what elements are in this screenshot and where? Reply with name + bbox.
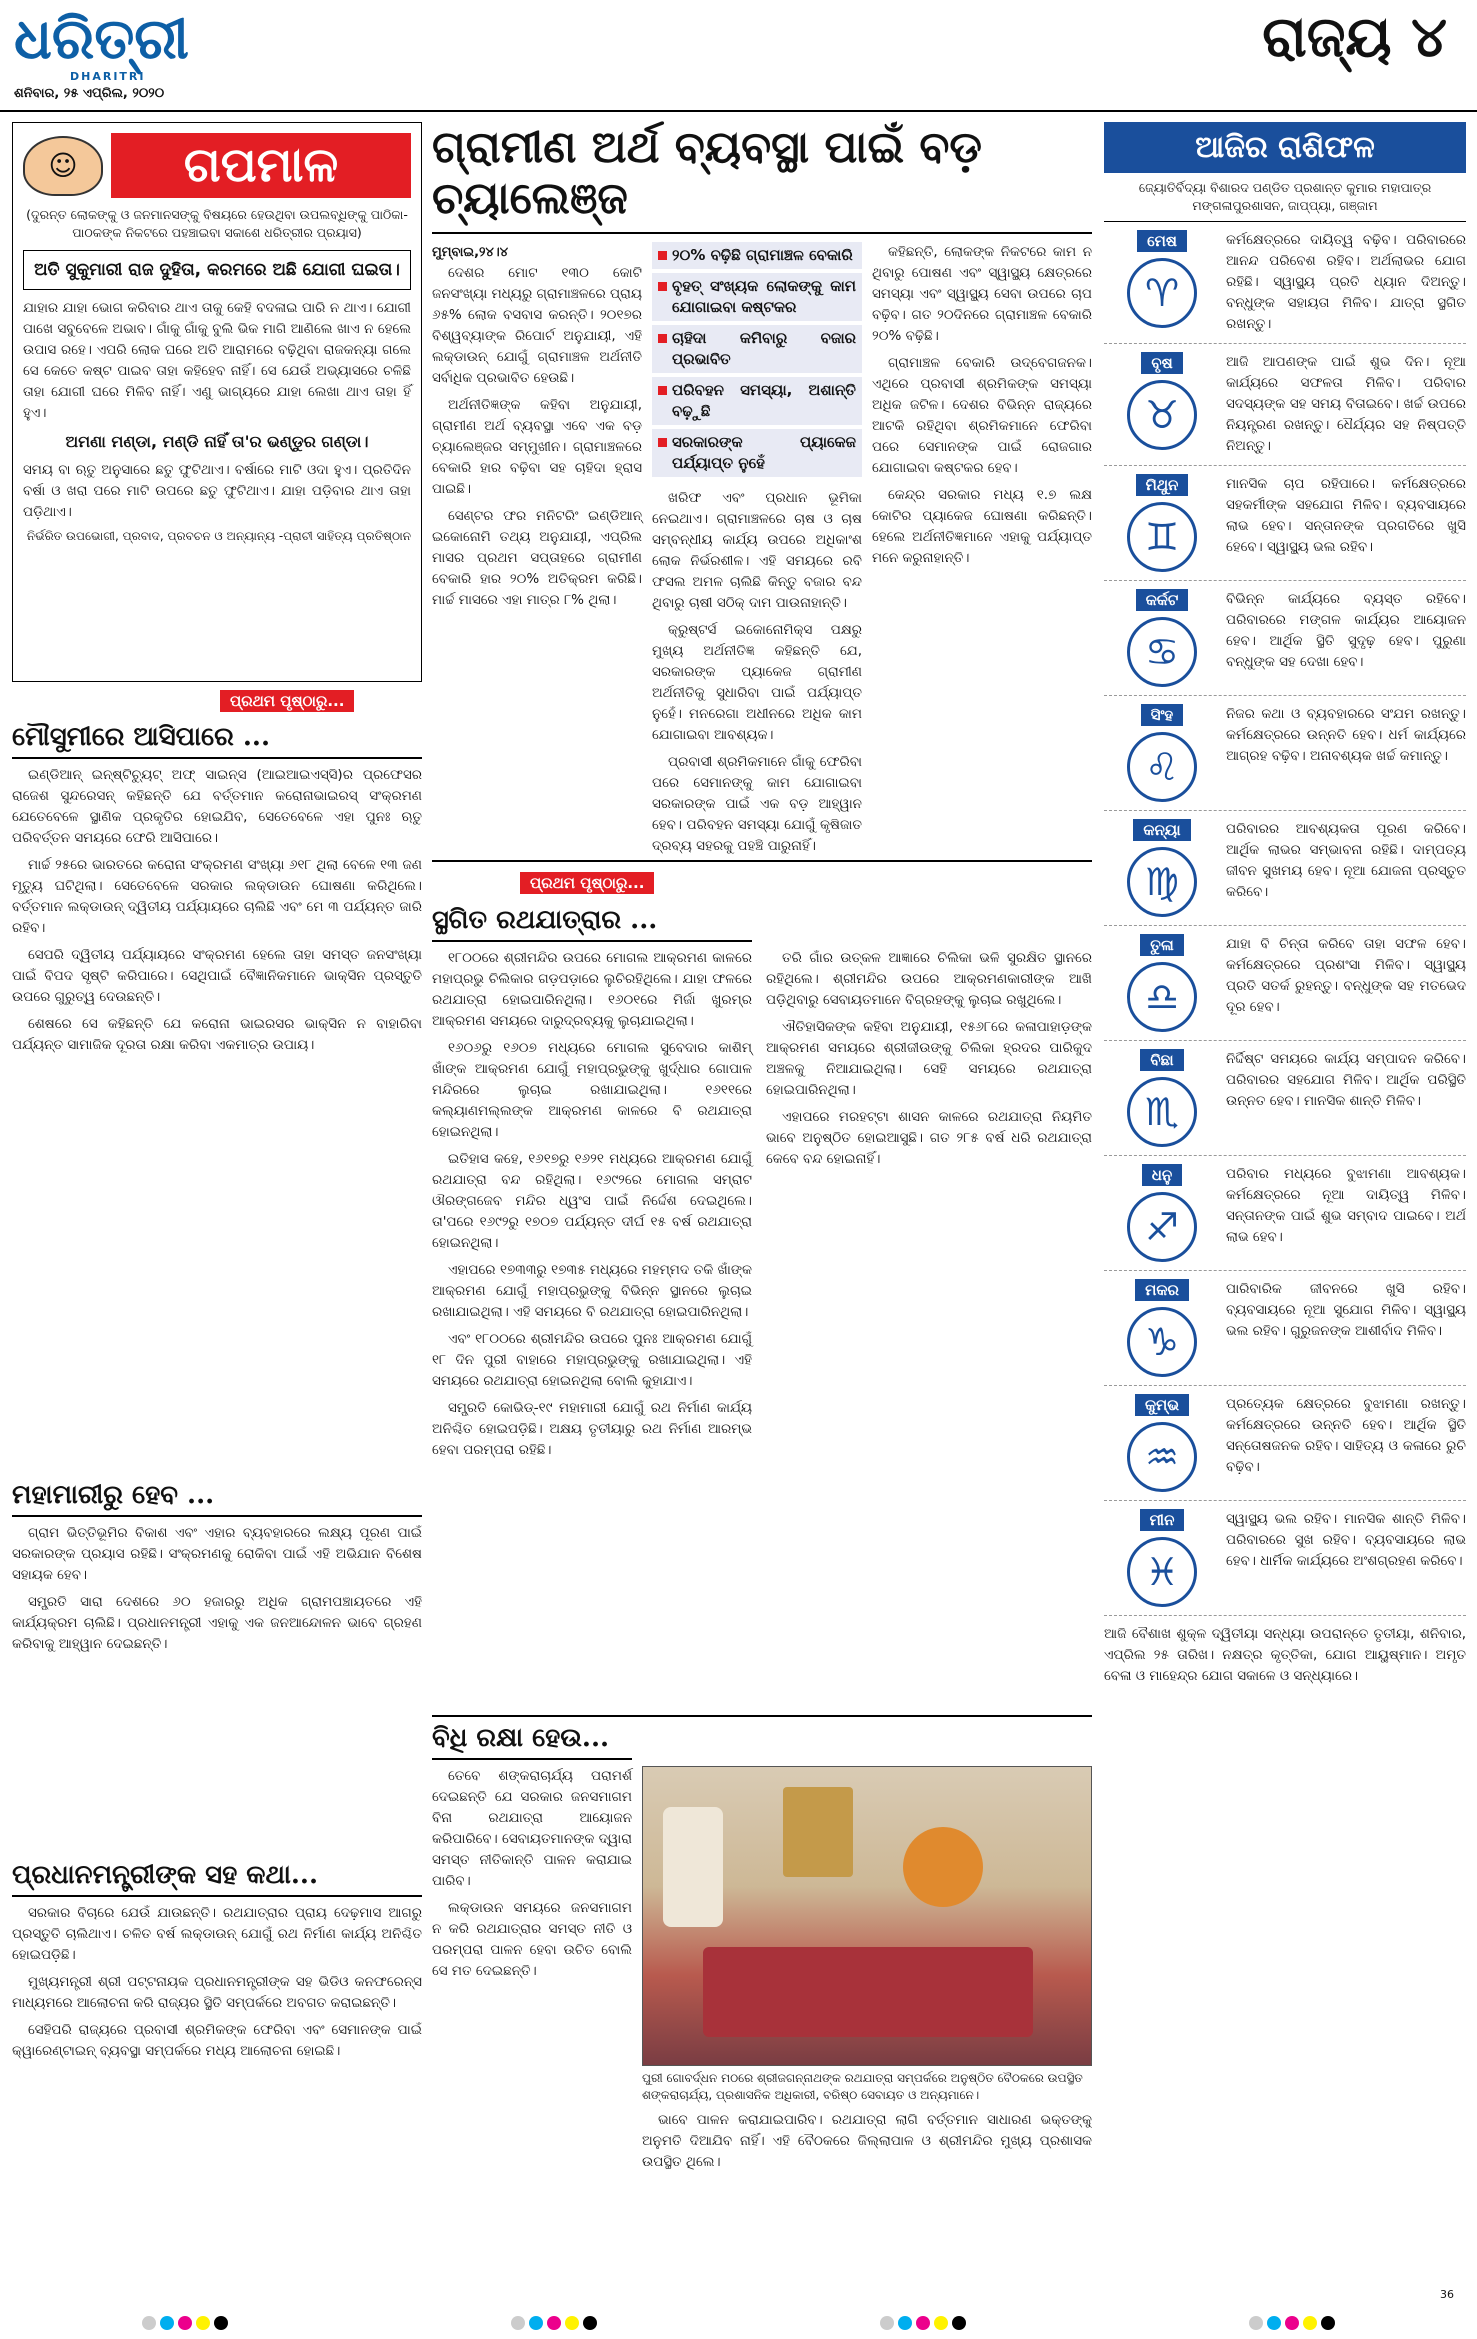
vidhi-title: ବିଧି ରକ୍ଷା ହେଉ... xyxy=(432,1723,632,1760)
rashi-name: ମିଥୁନ xyxy=(1136,474,1189,496)
panjika-text: ଆଜି ବୈଶାଖ ଶୁକ୍ଳ ଦ୍ୱିତୀୟା ସନ୍ଧ୍ୟା ଉପରାନ୍ତେ ତୃତୀୟା, ଶନିବାର, ଏପ୍ରିଲ ୨୫ ତାରିଖ। ନକ୍ଷତ୍ର କୃତ୍ତିକା, ଯୋଗ ଆୟୁଷ୍ମାନ। ଅମୃତ ବେଳା ଓ ମାହେନ୍ଦ୍ର ଯୋଗ ସକାଳେ ଓ ସନ୍ଧ୍ୟାରେ। xyxy=(1104,1626,1466,1684)
rashi-text: ପରିବାରର ଆବଶ୍ୟକତା ପୂରଣ କରିବେ। ଆର୍ଥିକ ଲାଭର ସମ୍ଭାବନା ରହିଛି। ଦାମ୍ପତ୍ୟ ଜୀବନ ସୁଖମୟ ହେବ। ନୂଆ ଯୋଜନା ପ୍ରସ୍ତୁତ କରିବେ। xyxy=(1226,821,1466,900)
lead-para: ପ୍ରବାସୀ ଶ୍ରମିକମାନେ ଗାଁକୁ ଫେରିବା ପରେ ସେମାନଙ୍କୁ କାମ ଯୋଗାଇବା ସରକାରଙ୍କ ପାଇଁ ଏକ ବଡ଼ ଆହ୍ୱାନ ହେବ। ପରିବହନ ସମସ୍ୟା ଯୋଗୁଁ କୃଷିଜାତ ଦ୍ରବ୍ୟ ସହରକୁ ପହଞ୍ଚି ପାରୁନାହିଁ। xyxy=(652,754,862,854)
masthead xyxy=(0,0,1477,112)
gapamala-body2: ସମୟ ବା ଋତୁ ଅନୁସାରେ ଛତୁ ଫୁଟିଥାଏ। ବର୍ଷାରେ ମାଟି ଓଦା ହୁଏ। ପ୍ରତିଦିନ ବର୍ଷା ଓ ଖରା ପରେ ମାଟି ଉପରେ ଛତୁ ଫୁଟିଥାଏ। ଯାହା ପଡ଼ିବାର ଥାଏ ତାହା ପଡ଼ିଥାଏ। xyxy=(23,462,411,520)
rashi-text: ପ୍ରତ୍ୟେକ କ୍ଷେତ୍ରରେ ବୁଝାମଣା ରଖନ୍ତୁ। କର୍ମକ୍ଷେତ୍ରରେ ଉନ୍ନତି ହେବ। ଆର୍ଥିକ ସ୍ଥିତି ସନ୍ତୋଷଜନକ ରହିବ। ସାହିତ୍ୟ ଓ କଳାରେ ରୁଚି ବଢ଼ିବ। xyxy=(1226,1396,1466,1475)
gapamala-box xyxy=(12,122,422,682)
rashi-text: ନିର୍ଦ୍ଦିଷ୍ଟ ସମୟରେ କାର୍ଯ୍ୟ ସମ୍ପାଦନ କରିବେ। ପରିବାରର ସହଯୋଗ ମିଳିବ। ଆର୍ଥିକ ପରିସ୍ଥିତି ଉନ୍ନତ ହେବ। ମାନସିକ ଶାନ୍ତି ମିଳିବ। xyxy=(1226,1051,1466,1109)
rashi-text: ପାରିବାରିକ ଜୀବନରେ ଖୁସି ରହିବ। ବ୍ୟବସାୟରେ ନୂଆ ସୁଯୋଗ ମିଳିବ। ସ୍ୱାସ୍ଥ୍ୟ ଭଲ ରହିବ। ଗୁରୁଜନଙ୍କ ଆଶୀର୍ବାଦ ମିଳିବ। xyxy=(1226,1281,1466,1339)
monsoon-para: ଶେଷରେ ସେ କହିଛନ୍ତି ଯେ କରୋନା ଭାଇରସର ଭାକ୍ସିନ ନ ବାହାରିବା ପର୍ଯ୍ୟନ୍ତ ସାମାଜିକ ଦୂରତା ରକ୍ଷା କରିବା ଏକମାତ୍ର ଉପାୟ। xyxy=(12,1016,422,1053)
pm-talk-para: ସରକାର ବିଚାରେ ଯେଉଁ ଯାଉଛନ୍ତି। ରଥଯାତ୍ରାର ପ୍ରାୟ ଦେଢ଼ମାସ ଆଗରୁ ପ୍ରସ୍ତୁତି ଚାଲିଥାଏ। ଚଳିତ ବର୍ଷ ଲକ୍ଡାଉନ୍ ଯୋଗୁଁ ରଥ ନିର୍ମାଣ କାର୍ଯ୍ୟ ଅନିଶ୍ଚିତ ହୋଇପଡ଼ିଛି। xyxy=(12,1905,422,1963)
rashi-text: ସ୍ୱାସ୍ଥ୍ୟ ଭଲ ରହିବ। ମାନସିକ ଶାନ୍ତି ମିଳିବ। ପରିବାରରେ ସୁଖ ରହିବ। ବ୍ୟବସାୟରେ ଲାଭ ହେବ। ଧାର୍ମିକ କାର୍ଯ୍ୟରେ ଅଂଶଗ୍ରହଣ କରିବେ। xyxy=(1226,1511,1466,1569)
rashi-item xyxy=(1104,811,1466,926)
rashi-item xyxy=(1104,696,1466,811)
monsoon-para: ଇଣ୍ଡିଆନ୍ ଇନ୍ଷ୍ଟିଚ୍ୟୁଟ୍ ଅଫ୍ ସାଇନ୍ସ (ଆଇଆଇଏସ୍ସି)ର ପ୍ରଫେସର ରାଜେଶ ସୁନ୍ଦରେସନ୍ କହିଛନ୍ତି ଯେ ବର୍ତ୍ତମାନ କରୋନାଭାଇରସ୍ ସଂକ୍ରମଣ ଯେତେବେଳେ ସ୍ଥାଣିକ ପ୍ରକୃତିର ହୋଇଯିବ, ସେତେବେଳେ ଏହା ପୁନଃ ଋତୁ ପରିବର୍ତ୍ତନ ସମୟରେ ଫେରି ଆସିପାରେ। xyxy=(12,767,422,846)
highlight-item: ଚାହିଦା କମିବାରୁ ବଜାର ପ୍ରଭାବିତ xyxy=(652,325,862,374)
epidemic-para: ସମ୍ପ୍ରତି ସାରା ଦେଶରେ ୬୦ ହଜାରରୁ ଅଧିକ ଗ୍ରାମପଞ୍ଚାୟତରେ ଏହି କାର୍ଯ୍ୟକ୍ରମ ଚାଲିଛି। ପ୍ରଧାନମନ୍ତ୍ରୀ ଏହାକୁ ଏକ ଜନଆନ୍ଦୋଳନ ଭାବେ ଗ୍ରହଣ କରିବାକୁ ଆହ୍ୱାନ ଦେଇଛନ୍ତି। xyxy=(12,1594,422,1652)
rashi-name: ବିଛା xyxy=(1140,1049,1183,1071)
monsoon-para: ସେପରି ଦ୍ୱିତୀୟ ପର୍ଯ୍ୟାୟରେ ସଂକ୍ରମଣ ହେଲେ ତାହା ସମସ୍ତ ଜନସଂଖ୍ୟା ପାଇଁ ବିପଦ ସୃଷ୍ଟି କରିପାରେ। ସେଥିପାଇଁ ବୈଜ୍ଞାନିକମାନେ ଭାକ୍ସିନ ପ୍ରସ୍ତୁତି ଉପରେ ଗୁରୁତ୍ୱ ଦେଉଛନ୍ତି। xyxy=(12,947,422,1005)
rashi-item xyxy=(1104,1501,1466,1616)
rashi-text: ବିଭିନ୍ନ କାର୍ଯ୍ୟରେ ବ୍ୟସ୍ତ ରହିବେ। ପରିବାରରେ ମଙ୍ଗଳ କାର୍ଯ୍ୟର ଆୟୋଜନ ହେବ। ଆର୍ଥିକ ସ୍ଥିତି ସୁଦୃଢ଼ ହେବ। ପୁରୁଣା ବନ୍ଧୁଙ୍କ ସହ ଦେଖା ହେବ। xyxy=(1226,591,1466,670)
gapamala-verse: ଅମଣା ମଣ୍ଡା, ମଣ୍ଡି ନାହିଁ ତା'ର ଭଣ୍ଡୁର ଗଣ୍ଡା। xyxy=(65,432,369,451)
lead-para: ଅର୍ଥନୀତିଜ୍ଞଙ୍କ କହିବା ଅନୁଯାୟୀ, ଗ୍ରାମୀଣ ଅର୍ଥ ବ୍ୟବସ୍ଥା ଏବେ ଏକ ବଡ଼ ଚ୍ୟାଲେଞ୍ଜର ସମ୍ମୁଖୀନ। ଗ୍ରାମାଞ୍ଚଳରେ ବେକାରି ହାର ବଢ଼ିବା ସହ ଚାହିଦା ହ୍ରାସ ପାଇଛି। xyxy=(432,397,642,497)
registration-marks xyxy=(1247,2315,1337,2334)
rathayatra-para: ସମ୍ପ୍ରତି କୋଭିଡ୍-୧୯ ମହାମାରୀ ଯୋଗୁଁ ରଥ ନିର୍ମାଣ କାର୍ଯ୍ୟ ଅନିଶ୍ଚିତ ହୋଇପଡ଼ିଛି। ଅକ୍ଷୟ ତୃତୀୟାରୁ ରଥ ନିର୍ମାଣ ଆରମ୍ଭ ହେବା ପରମ୍ପରା ରହିଛି। xyxy=(432,1400,752,1458)
lead-para: ସେଣ୍ଟର ଫର ମନିଟରିଂ ଇଣ୍ଡିଆନ୍ ଇକୋନୋମି ତଥ୍ୟ ଅନୁଯାୟୀ, ଏପ୍ରିଲ ମାସର ପ୍ରଥମ ସପ୍ତାହରେ ଗ୍ରାମୀଣ ବେକାରି ହାର ୨୦% ଅତିକ୍ରମ କରିଛି। ମାର୍ଚ୍ଚ ମାସରେ ଏହା ମାତ୍ର ୮% ଥିଲା। xyxy=(432,508,642,608)
rashi-name: କର୍କଟ xyxy=(1136,589,1189,611)
rashi-text: ଯାହା ବି ଚିନ୍ତା କରିବେ ତାହା ସଫଳ ହେବ। କର୍ମକ୍ଷେତ୍ରରେ ପ୍ରଶଂସା ମିଳିବ। ସ୍ୱାସ୍ଥ୍ୟ ପ୍ରତି ସତର୍କ ରୁହନ୍ତୁ। ବନ୍ଧୁଙ୍କ ସହ ମତଭେଦ ଦୂର ହେବ। xyxy=(1226,936,1466,1015)
rashi-item xyxy=(1104,1041,1466,1156)
lead-story xyxy=(432,122,1092,862)
highlight-item: ପରିବହନ ସମସ୍ୟା, ଅଶାନ୍ତି ବଢ଼ୁଛି xyxy=(652,377,862,426)
rashifal-title: ଆଜିର ରାଶିଫଳ xyxy=(1104,122,1466,173)
rashi-text: ମାନସିକ ଚାପ ରହିପାରେ। କର୍ମକ୍ଷେତ୍ରରେ ସହକର୍ମୀଙ୍କ ସହଯୋଗ ମିଳିବ। ବ୍ୟବସାୟରେ ଲାଭ ହେବ। ସନ୍ତାନଙ୍କ ପ୍ରଗତିରେ ଖୁସି ହେବେ। ସ୍ୱାସ୍ଥ୍ୟ ଭଲ ରହିବ। xyxy=(1226,476,1466,555)
newspaper-logo: ଧରିତ୍ରୀ xyxy=(14,6,189,72)
rashi-name: କନ୍ୟା xyxy=(1133,819,1190,841)
rashi-text: ଆଜି ଆପଣଙ୍କ ପାଇଁ ଶୁଭ ଦିନ। ନୂଆ କାର୍ଯ୍ୟରେ ସଫଳତା ମିଳିବ। ପରିବାର ସଦସ୍ୟଙ୍କ ସହ ସମୟ ବିତାଇବେ। ଖର୍ଚ୍ଚ ଉପରେ ନିୟନ୍ତ୍ରଣ ରଖନ୍ତୁ। ଧୈର୍ଯ୍ୟର ସହ ନିଷ୍ପତ୍ତି ନିଅନ୍ତୁ। xyxy=(1226,354,1466,454)
virgo-icon: ♍ xyxy=(1127,847,1197,917)
rashi-item xyxy=(1104,1386,1466,1501)
page-name: ରାଜ୍ୟ ୪ xyxy=(1262,4,1447,70)
rathayatra-para: ଏବଂ ୧୮୦୦ରେ ଶ୍ରୀମନ୍ଦିର ଉପରେ ପୁନଃ ଆକ୍ରମଣ ଯୋଗୁଁ ୧୮ ଦିନ ପୁରୀ ବାହାରେ ମହାପ୍ରଭୁଙ୍କୁ ରଖାଯାଇଥିଲା। ଏହି ସମୟରେ ରଥଯାତ୍ରା ହୋଇନଥିଲା ବୋଲି କୁହାଯାଏ। xyxy=(432,1331,752,1389)
lead-headline: ଗ୍ରାମୀଣ ଅର୍ଥ ବ୍ୟବସ୍ଥା ପାଇଁ ବଡ଼ ଚ୍ୟାଲେଞ୍ଜ xyxy=(432,122,1092,234)
vidhi-para: ଲକ୍ଡାଉନ ସମୟରେ ଜନସମାଗମ ନ କରି ରଥଯାତ୍ରାର ସମସ୍ତ ନୀତି ଓ ପରମ୍ପରା ପାଳନ ହେବା ଉଚିତ ବୋଲି ସେ ମତ ଦେଇଛନ୍ତି। xyxy=(432,1900,632,1979)
lead-para: ଗ୍ରାମାଞ୍ଚଳ ବେକାରି ଉଦ୍ବେଗଜନକ। ଏଥିରେ ପ୍ରବାସୀ ଶ୍ରମିକଙ୍କ ସମସ୍ୟା ଅଧିକ ଜଟିଳ। ଦେଶର ବିଭିନ୍ନ ରାଜ୍ୟରେ ଆଟକି ରହିଥିବା ଶ୍ରମିକମାନେ ଫେରିବା ପରେ ସେମାନଙ୍କ ପାଇଁ ରୋଜଗାର ଯୋଗାଇବା କଷ୍ଟକର ହେବ। xyxy=(872,355,1092,476)
rashi-item xyxy=(1104,1271,1466,1386)
lead-para: ଖରିଫ ଏବଂ ପ୍ରଧାନ ଭୂମିକା ନେଇଥାଏ। ଗ୍ରାମାଞ୍ଚଳରେ ଚାଷ ଓ ଚାଷ ସମ୍ବନ୍ଧୀୟ କାର୍ଯ୍ୟ ଉପରେ ଅଧିକାଂଶ ଲୋକ ନିର୍ଭରଶୀଳ। ଏହି ସମୟରେ ରବି ଫସଲ ଅମଳ ଚାଲିଛି କିନ୍ତୁ ବଜାର ବନ୍ଦ ଥିବାରୁ ଚାଷୀ ସଠିକ୍ ଦାମ ପାଉନାହାନ୍ତି। xyxy=(652,490,862,611)
lead-para: କ୍ରୁଷ୍ଟର୍ସ ଇକୋନୋମିକ୍ସ ପକ୍ଷରୁ ମୁଖ୍ୟ ଅର୍ଥନୀତିଜ୍ଞ କହିଛନ୍ତି ଯେ, ସରକାରଙ୍କ ପ୍ୟାକେଜ ଗ୍ରାମୀଣ ଅର୍ଥନୀତିକୁ ସୁଧାରିବା ପାଇଁ ପର୍ଯ୍ୟାପ୍ତ ନୁହେଁ। ମନରେଗା ଅଧୀନରେ ଅଧିକ କାମ ଯୋଗାଇବା ଆବଶ୍ୟକ। xyxy=(652,622,862,743)
gapamala-credit: ନିର୍ଭରିତ ଉପଭୋଗୀ, ପ୍ରବାଦ, ପ୍ରବଚନ ଓ ଅନ୍ୟାନ୍ୟ -ପ୍ରାଚୀ ସାହିତ୍ୟ ପ୍ରତିଷ୍ଠାନ xyxy=(26,529,411,543)
issue-date: ଶନିବାର, ୨୫ ଏପ୍ରିଲ, ୨୦୨୦ xyxy=(14,86,165,101)
scorpio-icon: ♏ xyxy=(1127,1077,1197,1147)
rashi-item xyxy=(1104,222,1466,344)
rashi-name: ମେଷ xyxy=(1137,230,1187,252)
monsoon-title: ମୌସୁମୀରେ ଆସିପାରେ ... xyxy=(12,722,422,759)
page-number: 36 xyxy=(1440,2288,1454,2301)
highlight-item: ୨୦% ବଢ଼ିଛି ଗ୍ରାମାଞ୍ଚଳ ବେକାରି xyxy=(652,242,862,270)
rashi-name: ମକର xyxy=(1135,1279,1189,1301)
newspaper-logo-sub: DHARITRI xyxy=(70,70,146,83)
rathayatra-para: ଇତିହାସ କହେ, ୧୬୧୭ରୁ ୧୬୨୧ ମଧ୍ୟରେ ଆକ୍ରମଣ ଯୋଗୁଁ ରଥଯାତ୍ରା ବନ୍ଦ ରହିଥିଲା। ୧୬୯୨ରେ ମୋଗଲ ସମ୍ରାଟ ଔରଙ୍ଗଜେବ ମନ୍ଦିର ଧ୍ୱଂସ ପାଇଁ ନିର୍ଦ୍ଦେଶ ଦେଇଥିଲେ। ତା'ପରେ ୧୬୯୨ରୁ ୧୭୦୭ ପର୍ଯ୍ୟନ୍ତ ଦୀର୍ଘ ୧୫ ବର୍ଷ ରଥଯାତ୍ରା ହୋଇନଥିଲା। xyxy=(432,1151,752,1251)
libra-icon: ♎ xyxy=(1127,962,1197,1032)
pm-talk-title: ପ୍ରଧାନମନ୍ତ୍ରୀଙ୍କ ସହ କଥା... xyxy=(12,1860,422,1897)
rashifal-section xyxy=(1104,122,1466,2302)
vidhi-para: ଭାବେ ପାଳନ କରାଯାଇପାରିବ। ରଥଯାତ୍ରା ଲାଗି ବର୍ତ୍ତମାନ ସାଧାରଣ ଭକ୍ତଙ୍କୁ ଅନୁମତି ଦିଆଯିବ ନାହିଁ। ଏହି ବୈଠକରେ ଜିଲ୍ଲାପାଳ ଓ ଶ୍ରୀମନ୍ଦିର ମୁଖ୍ୟ ପ୍ରଶାସକ ଉପସ୍ଥିତ ଥିଲେ। xyxy=(642,2112,1092,2170)
rashi-name: ସିଂହ xyxy=(1141,704,1183,726)
pm-talk-para: ମୁଖ୍ୟମନ୍ତ୍ରୀ ଶ୍ରୀ ପଟ୍ଟନାୟକ ପ୍ରଧାନମନ୍ତ୍ରୀଙ୍କ ସହ ଭିଡିଓ କନଫରେନ୍ସ ମାଧ୍ୟମରେ ଆଲୋଚନା କରି ରାଜ୍ୟର ସ୍ଥିତି ସମ୍ପର୍କରେ ଅବଗତ କରାଇଛନ୍ତି। xyxy=(12,1974,422,2011)
cancer-icon: ♋ xyxy=(1127,617,1197,687)
monsoon-para: ମାର୍ଚ୍ଚ ୨୫ରେ ଭାରତରେ କରୋନା ସଂକ୍ରମଣ ସଂଖ୍ୟା ୬୧୮ ଥିଲା ବେଳେ ୧୩ ଜଣ ମୃତ୍ୟୁ ଘଟିଥିଲା। ସେତେବେଳେ ସରକାର ଲକ୍ଡାଉନ ଘୋଷଣା କରିଥିଲେ। ବର୍ତ୍ତମାନ ଲକ୍ଡାଉନ୍ ଦ୍ୱିତୀୟ ପର୍ଯ୍ୟାୟରେ ଚାଲିଛି ଏବଂ ମେ ୩ ପର୍ଯ୍ୟନ୍ତ ଜାରି ରହିବ। xyxy=(12,857,422,936)
aquarius-icon: ♒ xyxy=(1127,1422,1197,1492)
lead-para: ଦେଶର ମୋଟ ୧୩୦ କୋଟି ଜନସଂଖ୍ୟା ମଧ୍ୟରୁ ଗ୍ରାମାଞ୍ଚଳରେ ପ୍ରାୟ ୬୫% ଲୋକ ବସବାସ କରନ୍ତି। ୨୦୧୭ର ବିଶ୍ୱବ୍ୟାଙ୍କ ରିପୋର୍ଟ ଅନୁଯାୟୀ, ଏହି ଲକ୍ଡାଉନ୍ ଯୋଗୁଁ ଗ୍ରାମାଞ୍ଚଳ ଅର୍ଥନୀତି ସର୍ବାଧିକ ପ୍ରଭାବିତ ହେଉଛି। xyxy=(432,265,642,386)
gapamala-title: ଗପମାଳ xyxy=(111,133,411,198)
rathayatra-article xyxy=(432,905,1092,1705)
vidhi-article xyxy=(432,1715,1092,2305)
meeting-photo xyxy=(642,1766,1092,2066)
cartoon-icon: ☺ xyxy=(23,136,103,196)
gapamala-intro: (ଦୁରନ୍ତ ଲୋକଙ୍କୁ ଓ ଜନମାନସଙ୍କୁ ବିଷୟରେ ହେଉଥିବା ଉପଲବ୍ଧିଙ୍କୁ ପାଠିକା-ପାଠକଙ୍କ ନିକଟରେ ପହଞ୍ଚାଇବା ସକାଶେ ଧରିତ୍ରୀର ପ୍ରୟାସ) xyxy=(26,207,408,240)
leo-icon: ♌ xyxy=(1127,732,1197,802)
rashi-name: ଧନୁ xyxy=(1142,1164,1183,1186)
rashi-name: କୁମ୍ଭ xyxy=(1135,1394,1189,1416)
front-continued-label: ପ୍ରଥମ ପୃଷ୍ଠାରୁ... xyxy=(220,690,354,712)
epidemic-article xyxy=(12,1480,422,1661)
capricorn-icon: ♑ xyxy=(1127,1307,1197,1377)
rashi-name: ମୀନ xyxy=(1140,1509,1185,1531)
print-registration-strip xyxy=(0,2310,1477,2339)
epidemic-para: ଗ୍ରାମ ଭିତ୍ତିଭୂମିର ବିକାଶ ଏବଂ ଏହାର ବ୍ୟବହାରରେ ଲକ୍ଷ୍ୟ ପୂରଣ ପାଇଁ ସରକାରଙ୍କ ପ୍ରୟାସ ରହିଛି। ସଂକ୍ରମଣକୁ ରୋକିବା ପାଇଁ ଏହି ଅଭିଯାନ ବିଶେଷ ସହାୟକ ହେବ। xyxy=(12,1525,422,1583)
aries-icon: ♈ xyxy=(1127,258,1197,328)
registration-marks xyxy=(878,2315,968,2334)
rashi-text: ପରିବାର ମଧ୍ୟରେ ବୁଝାମଣା ଆବଶ୍ୟକ। କର୍ମକ୍ଷେତ୍ରରେ ନୂଆ ଦାୟିତ୍ୱ ମିଳିବ। ସନ୍ତାନଙ୍କ ପାଇଁ ଶୁଭ ସମ୍ବାଦ ପାଇବେ। ଅର୍ଥ ଲାଭ ହେବ। xyxy=(1226,1166,1466,1245)
registration-marks xyxy=(140,2315,230,2334)
rathayatra-para: ଐତିହାସିକଙ୍କ କହିବା ଅନୁଯାୟୀ, ୧୫୬୮ରେ କଳାପାହାଡ଼ଙ୍କ ଆକ୍ରମଣ ସମୟରେ ଶ୍ରୀଜୀଉଙ୍କୁ ଚିଲିକା ହ୍ରଦର ପାରିକୁଦ ଅଞ୍ଚଳକୁ ନିଆଯାଇଥିଲା। ସେହି ସମୟରେ ରଥଯାତ୍ରା ହୋଇପାରିନଥିଲା। xyxy=(766,1019,1092,1098)
front-continued-label-2: ପ୍ରଥମ ପୃଷ୍ଠାରୁ... xyxy=(520,872,654,894)
gapamala-headline: ଅତି ସୁକୁମାରୀ ରାଜ ଦୁହିତା, କରମରେ ଅଛି ଯୋଗୀ ଘଇତା। xyxy=(23,250,411,290)
rashi-item xyxy=(1104,1156,1466,1271)
highlight-item: ବୃହତ୍ ସଂଖ୍ୟକ ଲୋକଙ୍କୁ କାମ ଯୋଗାଇବା କଷ୍ଟକର xyxy=(652,273,862,322)
rathayatra-para: ତରି ଗାଁର ଉତ୍କଳ ଆଜ୍ଞାରେ ଚିଲିକା ଭଳି ସୁରକ୍ଷିତ ସ୍ଥାନରେ ରହିଥିଲେ। ଶ୍ରୀମନ୍ଦିର ଉପରେ ଆକ୍ରମଣକାରୀଙ୍କ ଆଖି ପଡ଼ିଥିବାରୁ ସେବାୟତମାନେ ବିଗ୍ରହଙ୍କୁ ଲୁଚାଇ ରଖୁଥିଲେ। xyxy=(766,950,1092,1008)
epidemic-title: ମହାମାରୀରୁ ହେବ ... xyxy=(12,1480,422,1517)
lead-dateline: ମୁମ୍ବାଇ,୨୪।୪ xyxy=(432,245,509,260)
rashi-name: ବୃଷ xyxy=(1141,352,1182,374)
vidhi-para: ତେବେ ଶଙ୍କରାଚାର୍ଯ୍ୟ ପରାମର୍ଶ ଦେଇଛନ୍ତି ଯେ ସରକାର ଜନସମାଗମ ବିନା ରଥଯାତ୍ରା ଆୟୋଜନ କରିପାରିବେ। ସେବାୟତମାନଙ୍କ ଦ୍ୱାରା ସମସ୍ତ ନୀତିକାନ୍ତି ପାଳନ କରାଯାଇ ପାରିବ। xyxy=(432,1768,632,1889)
rashi-item xyxy=(1104,581,1466,696)
pm-talk-article xyxy=(12,1860,422,2068)
rashi-text: ନିଜର କଥା ଓ ବ୍ୟବହାରରେ ସଂଯମ ରଖନ୍ତୁ। କର୍ମକ୍ଷେତ୍ରରେ ଉନ୍ନତି ହେବ। ଧର୍ମ କାର୍ଯ୍ୟରେ ଆଗ୍ରହ ବଢ଼ିବ। ଅନାବଶ୍ୟକ ଖର୍ଚ୍ଚ କମାନ୍ତୁ। xyxy=(1226,706,1466,764)
monsoon-article xyxy=(12,722,422,1062)
rashi-item xyxy=(1104,344,1466,466)
gapamala-body: ଯାହାର ଯାହା ଭୋଗ କରିବାର ଥାଏ ତାକୁ କେହି ବଦଳାଇ ପାରି ନ ଥାଏ। ଯୋଗୀ ପାଖେ ସବୁବେଳେ ଅଭାବ। ଗାଁକୁ ଗାଁକୁ ବୁଲି ଭିକ ମାଗି ଆଣିଲେ ଖାଏ ନ ହେଲେ ଉପାସ ରହେ। ଏପରି ଲୋକ ଘରେ ଅତି ଆରାମରେ ବଢ଼ିଥିବା ରାଜକନ୍ୟା ଗଲେ ସେ କେତେ କଷ୍ଟ ପାଇବ ତାହା କହିହେବ ନାହିଁ। ସେ ଯେଉଁ ଅଭ୍ୟାସରେ ଚଳିଛି ତାହା ଯୋଗୀ ଘରେ ମିଳିବ ନାହିଁ। ଏଣୁ ଭାଗ୍ୟରେ ଯାହା ଲେଖା ଥାଏ ତାହା ହିଁ ହୁଏ। xyxy=(23,300,411,421)
rathayatra-title: ସ୍ଥଗିତ ରଥଯାତ୍ରାର ... xyxy=(432,905,752,942)
rashi-text: କର୍ମକ୍ଷେତ୍ରରେ ଦାୟିତ୍ୱ ବଢ଼ିବ। ପରିବାରରେ ଆନନ୍ଦ ପରିବେଶ ରହିବ। ଅର୍ଥଲାଭର ଯୋଗ ରହିଛି। ସ୍ୱାସ୍ଥ୍ୟ ପ୍ରତି ଧ୍ୟାନ ଦିଅନ୍ତୁ। ବନ୍ଧୁଙ୍କ ସହାୟତା ମିଳିବ। ଯାତ୍ରା ସ୍ଥଗିତ ରଖନ୍ତୁ। xyxy=(1226,232,1466,332)
rashi-item xyxy=(1104,466,1466,581)
gemini-icon: ♊ xyxy=(1127,502,1197,572)
rathayatra-para: ଏହାପରେ ମରହଟ୍ଟା ଶାସନ କାଳରେ ରଥଯାତ୍ରା ନିୟମିତ ଭାବେ ଅନୁଷ୍ଠିତ ହୋଇଆସୁଛି। ଗତ ୨୮୫ ବର୍ଷ ଧରି ରଥଯାତ୍ରା କେବେ ବନ୍ଦ ହୋଇନାହିଁ। xyxy=(766,1109,1092,1167)
photo-caption: ପୁରୀ ଗୋବର୍ଦ୍ଧନ ମଠରେ ଶ୍ରୀଜଗନ୍ନାଥଙ୍କ ରଥଯାତ୍ରା ସମ୍ପର୍କରେ ଅନୁଷ୍ଠିତ ବୈଠକରେ ଉପସ୍ଥିତ ଶଙ୍କରାଚାର୍ଯ୍ୟ, ପ୍ରଶାସନିକ ଅଧିକାରୀ, ବରିଷ୍ଠ ସେବାୟତ ଓ ଅନ୍ୟମାନେ। xyxy=(642,2071,1083,2102)
astrologer-credit: ଜ୍ୟୋତିର୍ବିଦ୍ୟା ବିଶାରଦ ପଣ୍ଡିତ ପ୍ରଶାନ୍ତ କୁମାର ମହାପାତ୍ର ମଙ୍ଗଳାପୁରଶାସନ, ଜାପ୍ପ୍ୟା, ଗଞ୍ଜାମ xyxy=(1104,173,1466,222)
rathayatra-para: ୧୬୦୬ରୁ ୧୬୦୭ ମଧ୍ୟରେ ମୋଗଲ ସୁବେଦାର କାଶିମ୍ ଖାଁଙ୍କ ଆକ୍ରମଣ ଯୋଗୁଁ ମହାପ୍ରଭୁଙ୍କୁ ଖୁର୍ଦ୍ଧାର ଗୋପାଳ ମନ୍ଦିରରେ ଲୁଚାଇ ରଖାଯାଇଥିଲା। ୧୬୧୧ରେ କଲ୍ୟାଣମଲ୍ଲଙ୍କ ଆକ୍ରମଣ କାଳରେ ବି ରଥଯାତ୍ରା ହୋଇନଥିଲା। xyxy=(432,1040,752,1140)
rashi-item xyxy=(1104,926,1466,1041)
pm-talk-para: ସେହିପରି ରାଜ୍ୟରେ ପ୍ରବାସୀ ଶ୍ରମିକଙ୍କ ଫେରିବା ଏବଂ ସେମାନଙ୍କ ପାଇଁ କ୍ୱାରେଣ୍ଟାଇନ୍ ବ୍ୟବସ୍ଥା ସମ୍ପର୍କରେ ମଧ୍ୟ ଆଲୋଚନା ହୋଇଛି। xyxy=(12,2022,422,2059)
sagittarius-icon: ♐ xyxy=(1127,1192,1197,1262)
taurus-icon: ♉ xyxy=(1127,380,1197,450)
pisces-icon: ♓ xyxy=(1127,1537,1197,1607)
rathayatra-para: ୧୮୦୦ରେ ଶ୍ରୀମନ୍ଦିର ଉପରେ ମୋଗଲ ଆକ୍ରମଣ କାଳରେ ମହାପ୍ରଭୁ ଚିଲିକାର ଗଡ଼ପଡ଼ାରେ ଲୁଚିରହିଥିଲେ। ଯାହା ଫଳରେ ରଥଯାତ୍ରା ହୋଇପାରିନଥିଲା। ୧୬୦୧ରେ ମିର୍ଜା ଖୁରମ୍ର ଆକ୍ରମଣ ସମୟରେ ଦାରୁଦ୍ରବ୍ୟକୁ ଲୁଚାଯାଇଥିଲା। xyxy=(432,950,752,1029)
rashi-name: ତୁଳା xyxy=(1140,934,1183,956)
highlight-item: ସରକାରଙ୍କ ପ୍ୟାକେଜ ପର୍ଯ୍ୟାପ୍ତ ନୁହେଁ xyxy=(652,429,862,478)
rathayatra-para: ଏହାପରେ ୧୭୩୩ରୁ ୧୭୩୫ ମଧ୍ୟରେ ମହମ୍ମଦ ତକି ଖାଁଙ୍କ ଆକ୍ରମଣ ଯୋଗୁଁ ମହାପ୍ରଭୁଙ୍କୁ ବିଭିନ୍ନ ସ୍ଥାନରେ ଲୁଚାଇ ରଖାଯାଇଥିଲା। ଏହି ସମୟରେ ବି ରଥଯାତ୍ରା ହୋଇପାରିନଥିଲା। xyxy=(432,1262,752,1320)
lead-para: କେନ୍ଦ୍ର ସରକାର ମଧ୍ୟ ୧.୭ ଲକ୍ଷ କୋଟିର ପ୍ୟାକେଜ ଘୋଷଣା କରିଛନ୍ତି। ହେଲେ ଅର୍ଥନୀତିଜ୍ଞମାନେ ଏହାକୁ ପର୍ଯ୍ୟାପ୍ତ ମନେ କରୁନାହାନ୍ତି। xyxy=(872,487,1092,566)
lead-para: କହିଛନ୍ତି, ଲୋକଙ୍କ ନିକଟରେ କାମ ନ ଥିବାରୁ ପୋଷଣ ଏବଂ ସ୍ୱାସ୍ଥ୍ୟ କ୍ଷେତ୍ରରେ ସମସ୍ୟା ଏବଂ ସ୍ୱାସ୍ଥ୍ୟ ସେବା ଉପରେ ଚାପ ବଢ଼ିବ। ଗତ ୨୦ଦିନରେ ଗ୍ରାମାଞ୍ଚଳ ବେକାରି ୨୦% ବଢ଼ିଛି। xyxy=(872,244,1092,344)
lead-highlights xyxy=(652,242,862,478)
registration-marks xyxy=(509,2315,599,2334)
